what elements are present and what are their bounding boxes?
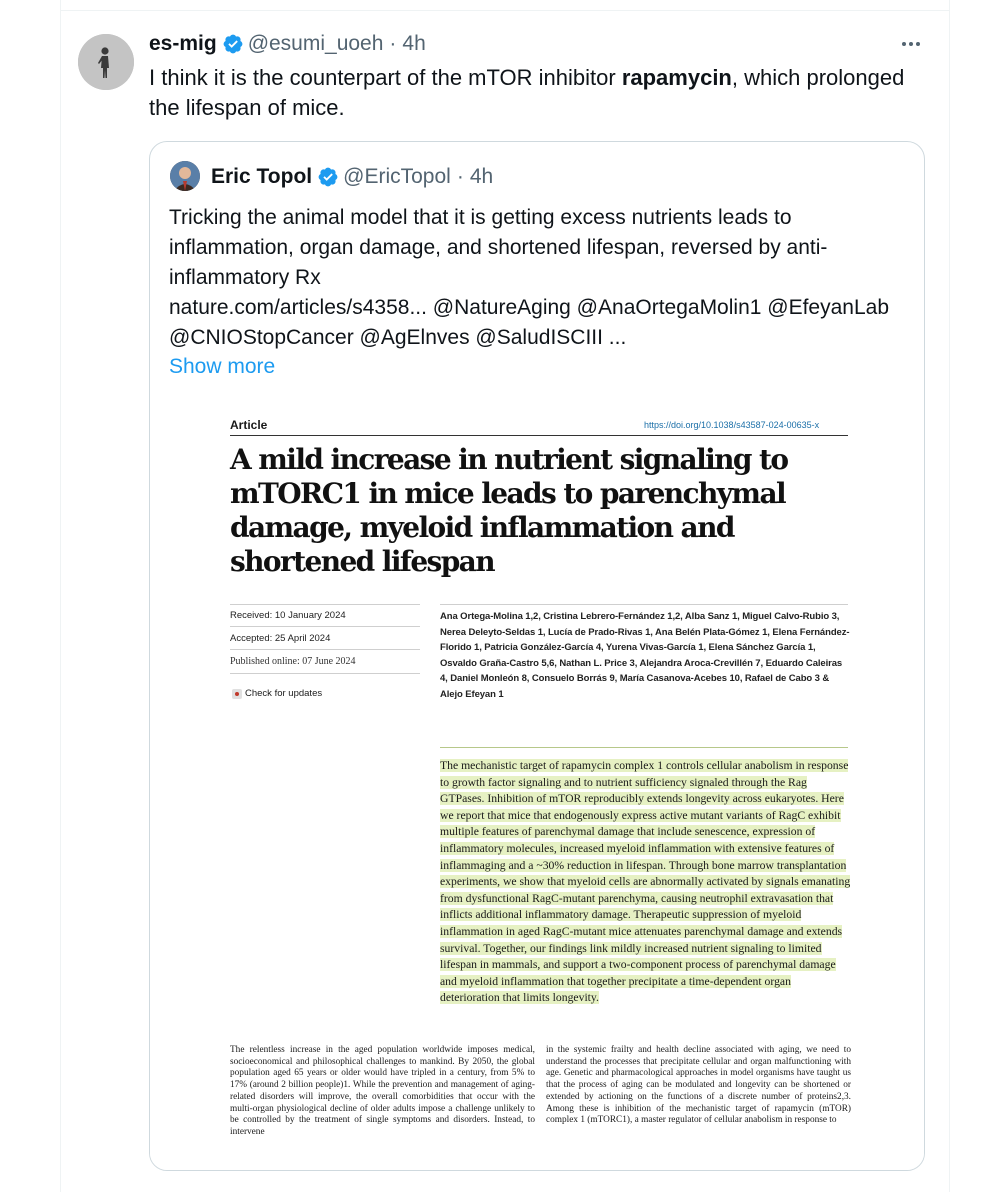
quoted-author-name[interactable]: Eric Topol [211,165,313,188]
body-text-right-column: in the systemic frailty and health decline associated with aging, we need to understand the processes that precipitate cellular and organ malfunctioning with age. Genetic and pharmacological approaches in model organisms have taught us that the process of aging can be modulated and longevity can be shortened or extended by actioning on the functions of a discrete number of proteins2,3. Among these is inhibition of the mechanistic target of rapamycin (mTOR) complex 1 (mTORC1), a master regulator of cellular anabolism in response to [546,1045,851,1126]
dates-rule [230,626,420,627]
received-date: Received: 10 January 2024 [230,610,346,621]
quoted-timestamp[interactable]: 4h [469,165,494,188]
timeline-left-border [60,0,61,1192]
quoted-author-avatar[interactable] [170,161,200,191]
paper-screenshot-image[interactable] [150,392,925,1171]
body-text-left-column: The relentless increase in the aged population worldwide imposes medical, socioeconomical and philosophical challenges to mankind. By 2050, the global population aged 65 years or older would have tripled in a century, from 5% to 17% (around 2 billion people)1. While the prevention and management of aging-related disorders will improve, the overall comorbidities that occur with the multi-organ physiological decline of older adults impose a challenge unlikely to be controlled by the treatment of single symptoms and disorders. Instead, to intervene [230,1045,535,1137]
person-silhouette-avatar[interactable] [78,34,134,90]
quoted-tweet[interactable] [149,141,925,1171]
authors-top-rule [440,604,848,605]
tweet-text-part: , which prolonged the lifespan of mice. [149,65,905,120]
tweet-divider [60,10,950,11]
verified-badge-icon [222,33,244,55]
verified-badge-icon [317,166,339,188]
dates-rule [230,673,420,674]
author-handle[interactable]: @esumi_uoeh [247,32,384,55]
tweet-text-part: I think it is the counterpart of the mTOR inhibitor [149,65,622,90]
doi-link: https://doi.org/10.1038/s43587-024-00635-x [644,420,820,430]
header-rule [230,435,848,436]
check-for-updates [232,688,322,699]
quoted-tweet-text: Tricking the animal model that it is getting excess nutrients leads to inflammation, organ damage, and shortened lifespan, reversed by anti-inflammatory Rx [169,206,828,289]
tweet-header [149,30,426,58]
separator-dot: · [456,165,464,188]
more-options-icon[interactable] [897,30,925,58]
quoted-tweet-links[interactable]: nature.com/articles/s4358... @NatureAging @AnaOrtegaMolin1 @EfeyanLab @CNIOStopCancer @AgElnves @SaludISCIII ... [169,296,889,349]
quoted-author-handle[interactable]: @EricTopol [343,165,451,188]
dates-rule [230,649,420,650]
abstract-top-rule [440,747,848,748]
abstract-text: The mechanistic target of rapamycin complex 1 controls cellular anabolism in response to growth factor signaling and to nutrient sufficiency signaled through the Rag GTPases. Inhibition of mTOR reproducibly extends longevity across eukaryotes. Here we report that mice that endogenously express active mutant variants of RagC exhibit multiple features of parenchymal damage that include senescence, expression of inflammatory molecules, increased myeloid inflammation with extensive features of inflammaging and a ~30% reduction in lifespan. Through bone marrow transplantation experiments, we show that myeloid cells are abnormally activated by signals emanating from dysfunctional RagC-mutant parenchyma, causing neutrophil extravasation that inflicts additional inflammatory damage. Therapeutic suppression of myeloid inflammation in aged RagC-mutant mice attenuates parenchymal damage and extends survival. Together, our findings link mildly increased nutrient signaling to limited lifespan in mammals, and support a two-component process of parenchymal damage and myeloid inflammation that together precipitate a time-dependent organ deterioration that limits longevity. [440,759,851,1005]
check-updates-label: Check for updates [245,688,323,699]
person-photo-icon [170,161,200,191]
timeline-right-border [949,0,950,1192]
tweet-text [149,63,909,123]
author-name[interactable]: es-mig [149,32,217,55]
dates-top-rule [230,604,420,605]
author-list: Ana Ortega-Molina 1,2, Cristina Lebrero-Fernández 1,2, Alba Sanz 1, Miguel Calvo-Rubio 3, Nerea Deleyto-Seldas 1, Lucía de Prado-Rivas 1, Ana Belén Plata-Gómez 1, Elena Fernández-Florido 1, Patricia González-García 4, Yurena Vivas-García 1, Elena Sánchez García 1, Osvaldo Graña-Castro 5,6, Nathan L. Price 3, Alejandra Aroca-Crevillén 7, Eduardo Caleiras 4, Daniel Monleón 8, Consuelo Borrás 9, María Casanova-Acebes 10, Rafael de Cabo 3 & Alejo Efeyan 1 [440,611,850,700]
accepted-date: Accepted: 25 April 2024 [230,633,331,644]
paper-title: A mild increase in nutrient signaling to mTORC1 in mice leads to parenchymal damage, myeloid inflammation and shortened lifespan [230,443,788,578]
published-date: Published online: 07 June 2024 [230,656,356,667]
quoted-tweet-header [211,163,493,191]
article-type-label: Article [230,418,268,432]
tweet-text-bold: rapamycin [621,65,732,90]
check-updates-icon [232,689,242,699]
timestamp[interactable]: 4h [402,32,426,55]
show-more-link[interactable]: Show more [169,355,276,378]
separator-dot: · [389,32,397,55]
paper-abstract [440,758,852,1007]
person-silhouette-icon [78,34,134,90]
